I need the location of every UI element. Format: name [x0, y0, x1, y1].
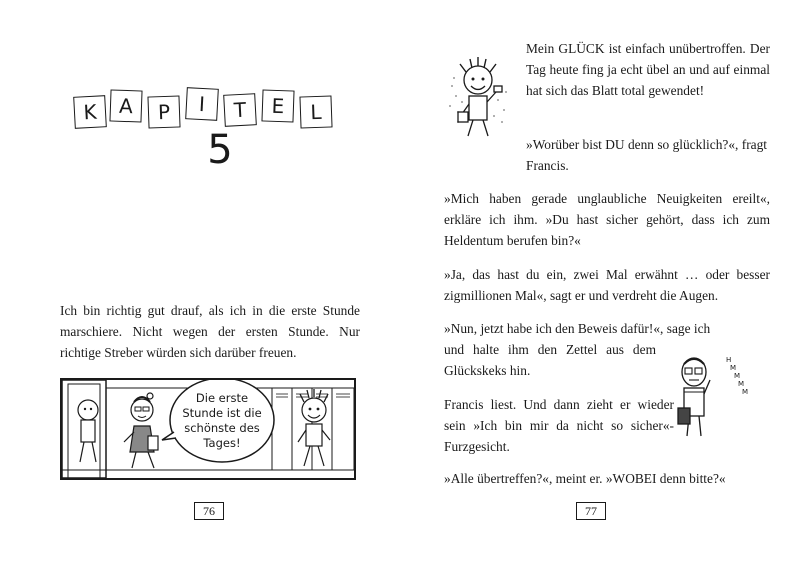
page-number: 76: [194, 502, 224, 520]
body-paragraph: »Worüber bist DU denn so glücklich?«, fragt Francis.: [526, 137, 768, 173]
body-paragraph: Francis liest. Und dann zieht er wieder sein »Ich bin mir da nicht so sicher«-Furzgesicht.: [444, 397, 674, 454]
hmm-letter: M: [742, 388, 749, 396]
body-paragraph: »Alle übertreffen?«, meint er. »WOBEI denn bitte?«: [444, 471, 726, 486]
body-paragraph: »Mich haben gerade unglaubliche Neuigkeiten ereilt«, erkläre ich ihm. »Du hast sicher gehört, dass ich zum Heldentum berufen bin?«: [444, 191, 770, 248]
body-paragraph: Ich bin richtig gut drauf, als ich in die erste Stunde marschiere. Nicht wegen der ersten Stunde. Nur richtige Streber würden sich darüber freuen.: [60, 303, 360, 360]
speech-line: Die erste: [195, 391, 249, 405]
hmm-letter: H: [726, 356, 732, 364]
comic-panel: [60, 378, 356, 480]
speech-bubble: [174, 380, 270, 462]
hmm-letter: M: [730, 364, 737, 372]
chapter-letter: I: [185, 87, 219, 121]
chapter-letter: P: [147, 95, 180, 128]
chapter-number: 5: [207, 127, 233, 173]
chapter-letter: E: [261, 89, 294, 122]
nate-illustration: [444, 56, 516, 140]
paragraph-rest: und halte ihm den Zettel aus dem Glückskeks hin.: [444, 342, 656, 378]
chapter-letter: L: [299, 95, 332, 128]
paragraph-line: »Nun, jetzt habe ich den Beweis dafür!«, sage ich: [444, 321, 711, 336]
chapter-letter: A: [109, 89, 142, 122]
body-paragraph: Mein GLÜCK ist einfach unübertroffen. Der Tag heute fing ja echt übel an und auf einmal hat sich das Blatt total gewendet!: [526, 41, 770, 98]
chapter-letter: K: [73, 95, 107, 129]
chapter-letter: T: [223, 93, 257, 127]
chapter-heading: [74, 88, 344, 128]
right-page: [400, 0, 800, 561]
hmm-letter: M: [734, 372, 741, 380]
speech-line: Tages!: [203, 436, 241, 450]
body-paragraph: »Ja, das hast du ein, zwei Mal erwähnt … oder besser zigmillionen Mal«, sagt er und verdreht die Augen.: [444, 267, 770, 303]
speech-line: Stunde ist die: [182, 406, 262, 420]
hmm-letter: M: [738, 380, 745, 388]
page-number: 77: [576, 502, 606, 520]
hmm-sound: [726, 356, 766, 406]
speech-line: schönste des: [184, 421, 260, 435]
